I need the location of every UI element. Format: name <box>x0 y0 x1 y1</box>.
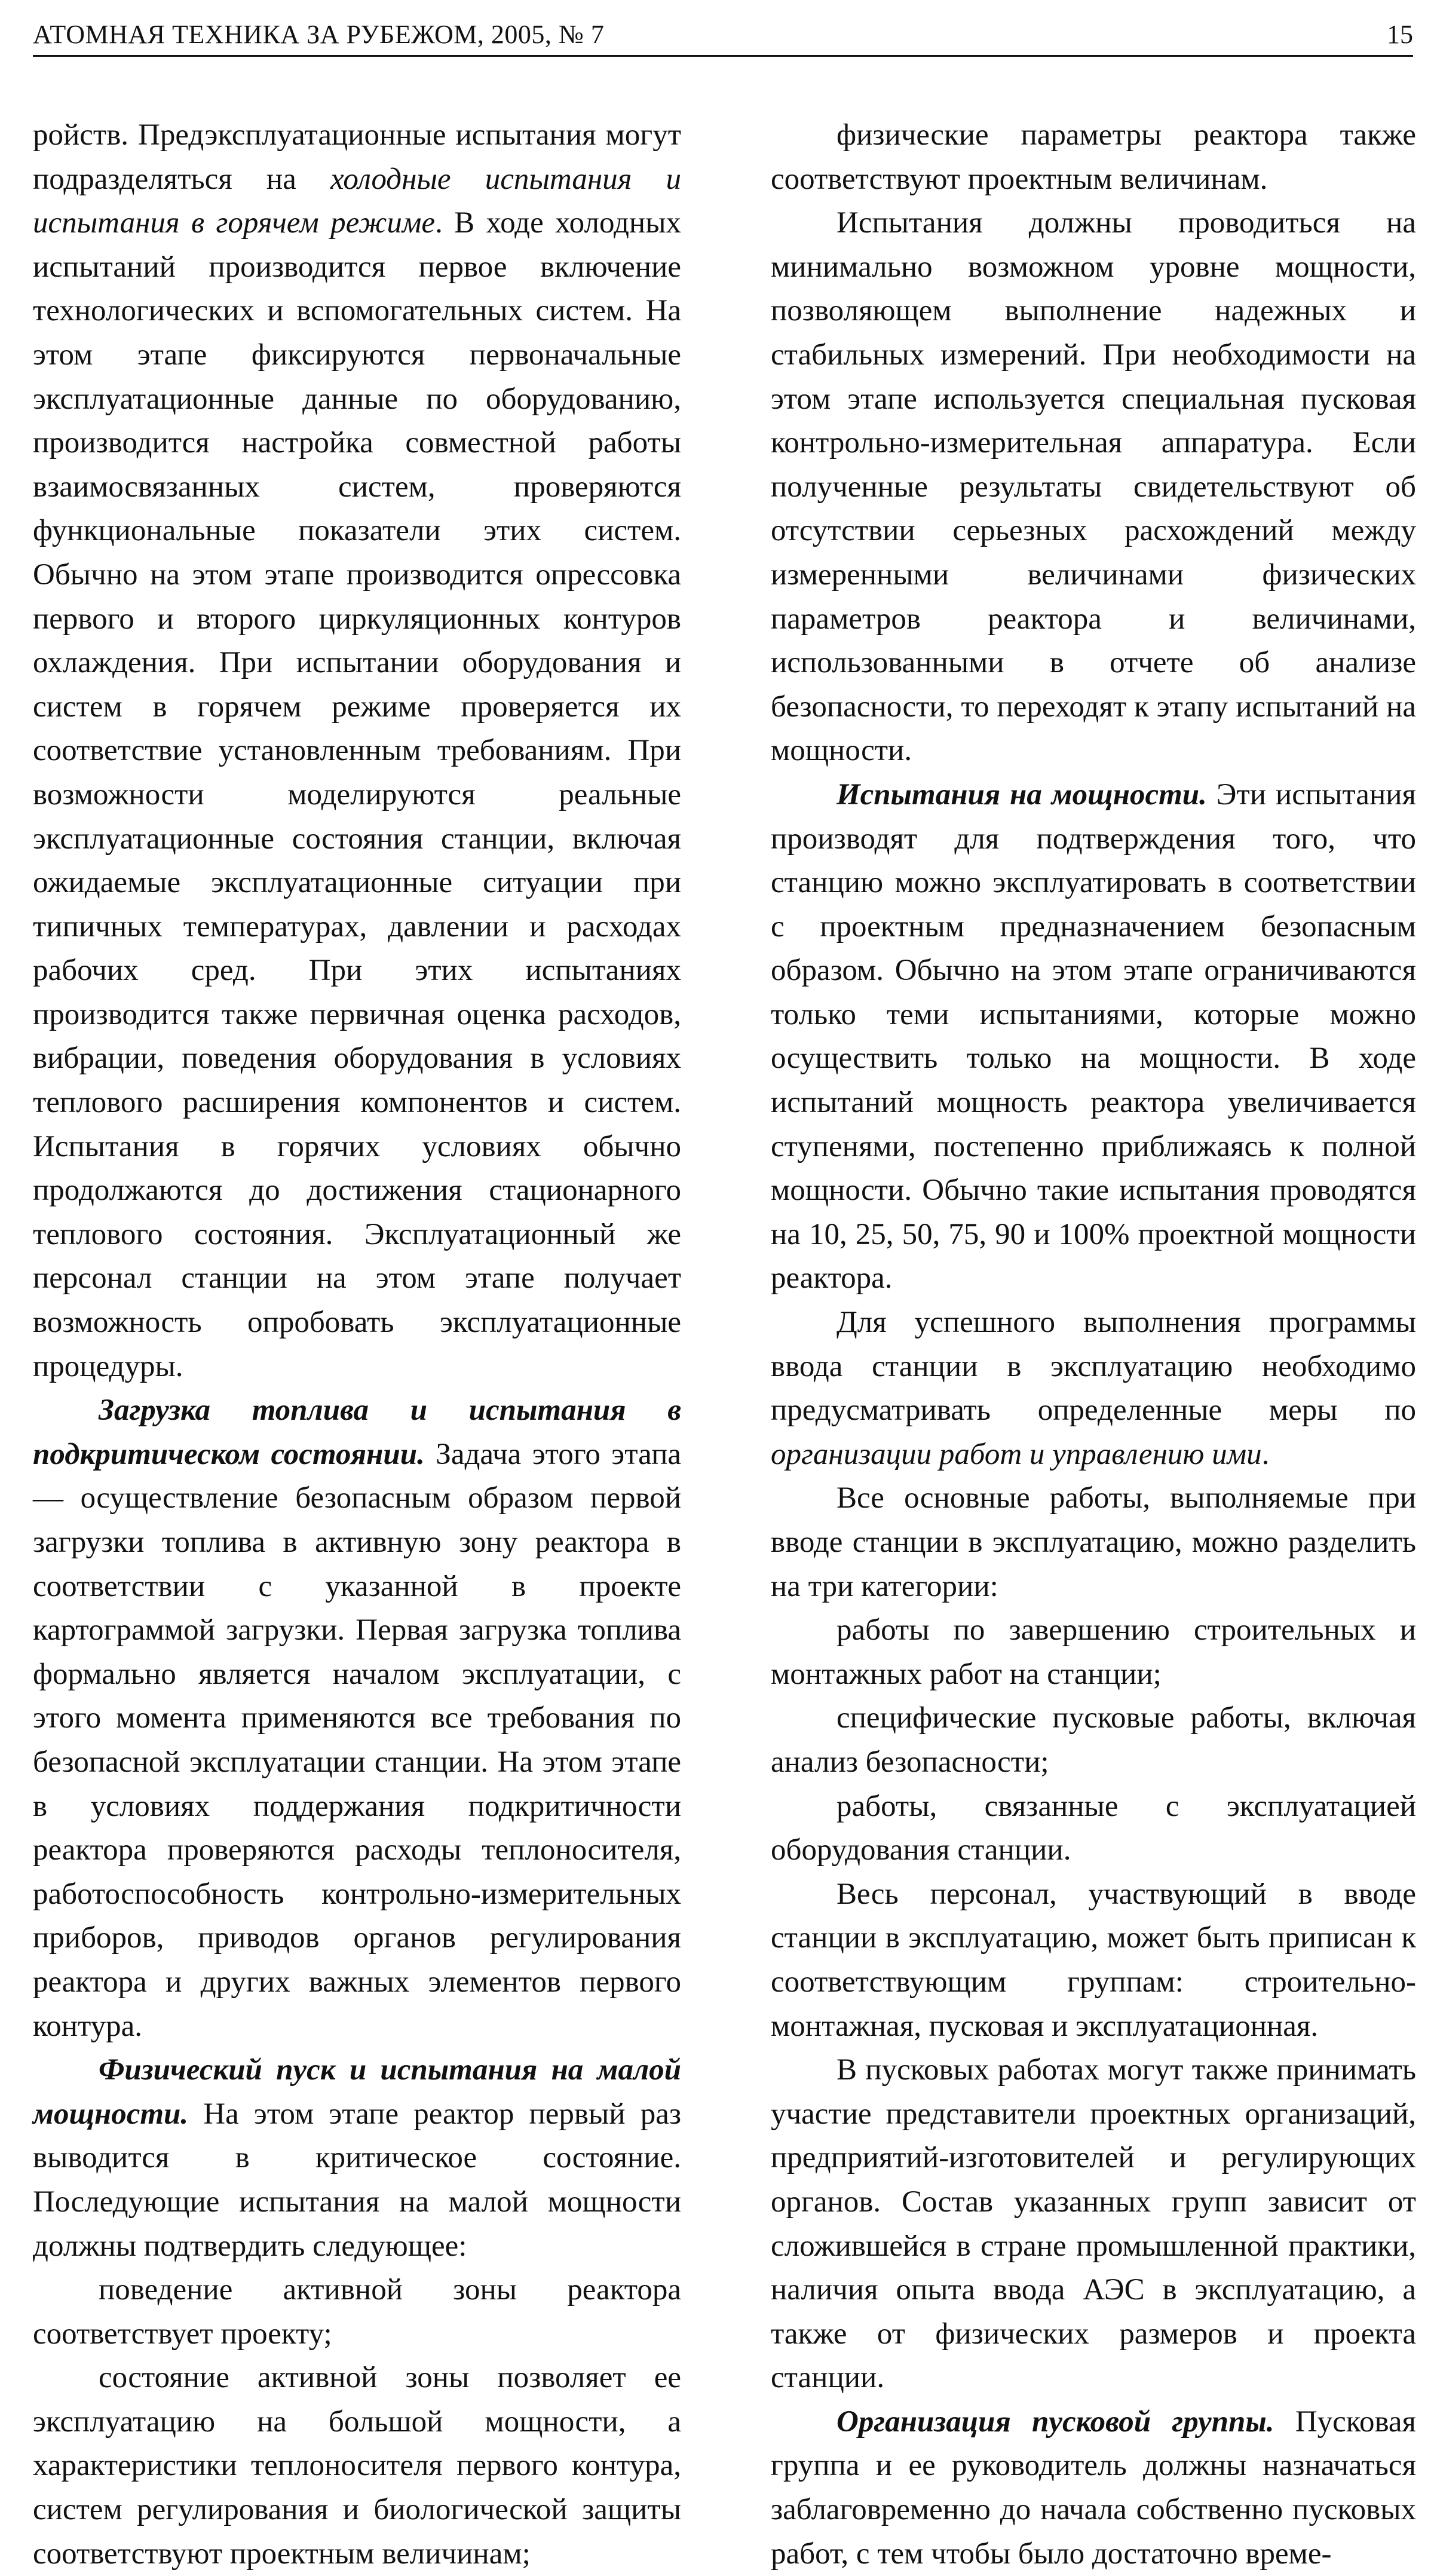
body-text: Для успешного выполнения программы ввода станции в эксплуатацию необходимо предусматривать определенные меры по <box>771 1306 1416 1428</box>
section-heading: Организация пусковой группы. <box>836 2405 1274 2439</box>
paragraph <box>771 2048 1416 2400</box>
paragraph <box>771 201 1416 773</box>
paragraph <box>33 2048 681 2268</box>
right-column <box>771 114 1416 2576</box>
page-number: 15 <box>1387 20 1413 49</box>
body-text: Эти испытания производят для подтверждения того, что станцию можно эксплуатировать в соответствии с проектным предназначением безопасным образом. Обычно на этом этапе ограничиваются только теми испытаниями, которые можно осуществить только на мощности. В ходе испытаний мощность реактора увеличивается ступенями, постепенно приближаясь к полной мощности. Обычно такие испытания проводятся на 10, 25, 50, 75, 90 и 100% проектной мощности реактора. <box>771 777 1416 1295</box>
paragraph <box>771 1696 1416 1784</box>
body-text: Все основные работы, выполняемые при вводе станции в эксплуатацию, можно разделить на три категории: <box>771 1481 1416 1603</box>
body-text: состояние активной зоны позволяет ее эксплуатацию на большой мощности, а характеристики теплоносителя первого контура, систем регулирования и биологической защиты соответствуют проектным величинам; <box>33 2361 681 2571</box>
paragraph <box>771 773 1416 1301</box>
paragraph <box>33 114 681 1389</box>
body-text: В пусковых работах могут также принимать участие представители проектных организаций, предприятий-изготовителей и регулирующих органов. Состав указанных групп зависит от сложившейся в стране промышленной практики, наличия опыта ввода АЭС в эксплуатацию, а также от физических размеров и проекта станции. <box>771 2053 1416 2395</box>
section-heading: Испытания на мощности. <box>836 777 1207 811</box>
left-column <box>33 114 681 2576</box>
body-text: специфические пусковые работы, включая анализ безопасности; <box>771 1701 1416 1779</box>
body-text: физические параметры реактора также соответствуют проектным величинам. <box>771 118 1416 196</box>
body-text: Весь персонал, участвующий в вводе станции в эксплуатацию, может быть приписан к соответствующим группам: строительно-монтажная, пусковая и эксплуатационная. <box>771 1877 1416 2043</box>
body-text: Задача этого этапа — осуществление безопасным образом первой загрузки топлива в активную зону реактора в соответствии с указанной в проекте картограммой загрузки. Первая загрузка топлива формально является началом эксплуатации, с этого момента применяются все требования по безопасной эксплуатации станции. На этом этапе в условиях поддержания подкритичности реактора проверяются расходы теплоносителя, работоспособность контрольно-измерительных приборов, приводов органов регулирования реактора и других важных элементов первого контура. <box>33 1437 682 2043</box>
section-heading: Загрузка топлива и испытания в подкритическом состоянии. <box>33 1393 681 1471</box>
paragraph <box>33 2268 681 2356</box>
body-text: поведение активной зоны реактора соответствует проекту; <box>33 2273 681 2351</box>
body-text: . <box>1261 1437 1270 1471</box>
body-text: работы, связанные с эксплуатацией оборудования станции. <box>771 1789 1416 1867</box>
paragraph <box>771 2400 1416 2576</box>
section-heading: Физический пуск и испытания на малой мощности. <box>33 2053 681 2131</box>
running-header <box>33 13 1413 57</box>
paragraph <box>771 1785 1416 1873</box>
emphasis-text: холодные испытания и испытания в горячем режиме <box>33 162 681 240</box>
emphasis-text: организации работ и управлению ими <box>771 1437 1262 1471</box>
body-text: . В ходе холодных испытаний производится первое включение технологических и вспомогательных систем. На этом этапе фиксируются первоначальные эксплуатационные данные по оборудованию, производится настройка совместной работы взаимосвязанных систем, проверяются функциональные показатели этих систем. Обычно на этом этапе производится опрессовка первого и второго циркуляционных контуров охлаждения. При испытании оборудования и систем в горячем режиме проверяется их соответствие установленным требованиям. При возможности моделируются реальные эксплуатационные состояния станции, включая ожидаемые эксплуатационные ситуации при типичных температурах, давлении и расходах рабочих сред. При этих испытаниях производится также первичная оценка расходов, вибрации, поведения оборудования в условиях теплового расширения компонентов и систем. Испытания в горячих условиях обычно продолжаются до достижения стационарного теплового состояния. Эксплуатационный же персонал станции на этом этапе получает возможность опробовать эксплуатационные процедуры. <box>33 206 681 1383</box>
paragraph <box>33 1389 681 2048</box>
body-text: ройств. Предэксплуатационные испытания могут подразделяться на <box>33 118 681 196</box>
paragraph <box>771 1873 1416 2048</box>
paragraph <box>771 1477 1416 1609</box>
body-text: Пусковая группа и ее руководитель должны назначаться заблаговременно до начала собственно пусковых работ, с тем чтобы было достаточно време- <box>771 2405 1416 2571</box>
journal-title: АТОМНАЯ ТЕХНИКА ЗА РУБЕЖОМ, 2005, № 7 <box>33 20 605 49</box>
paragraph <box>771 1609 1416 1696</box>
body-text: Испытания должны проводиться на минимально возможном уровне мощности, позволяющем выполнение надежных и стабильных измерений. При необходимости на этом этапе используется специальная пусковая контрольно-измерительная аппаратура. Если полученные результаты свидетельствуют об отсутствии серьезных расхождений между измеренными величинами физических параметров реактора и величинами, использованными в отчете об анализе безопасности, то переходят к этапу испытаний на мощности. <box>771 206 1416 768</box>
body-text: работы по завершению строительных и монтажных работ на станции; <box>771 1613 1416 1691</box>
paragraph <box>771 114 1416 201</box>
paragraph <box>33 2356 681 2576</box>
body-text: На этом этапе реактор первый раз выводится в критическое состояние. Последующие испытания на малой мощности должны подтвердить следующее: <box>33 2097 681 2263</box>
paragraph <box>771 1301 1416 1477</box>
